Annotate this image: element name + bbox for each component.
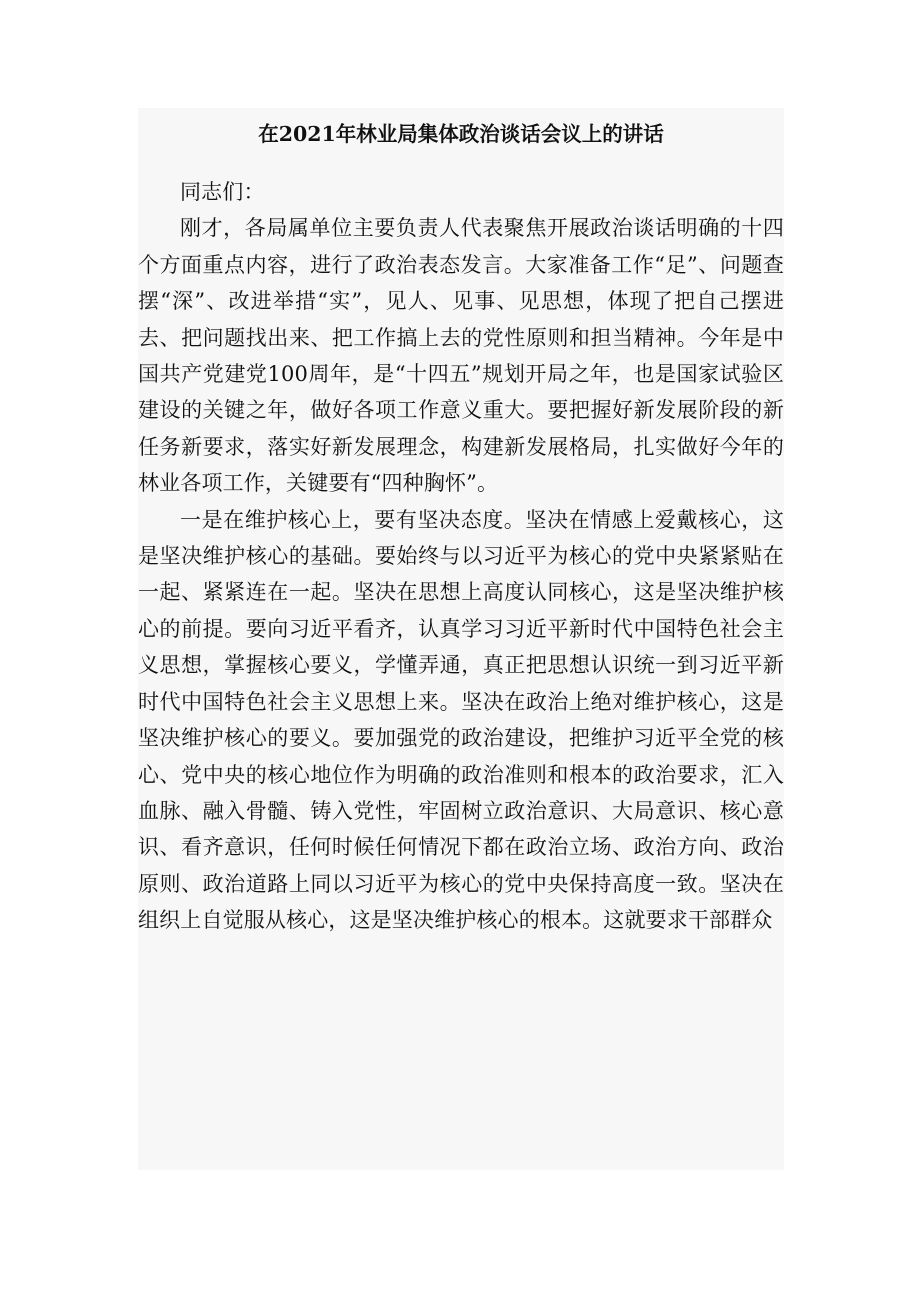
document-title: 在2021年林业局集体政治谈话会议上的讲话 — [258, 122, 664, 146]
paragraph-intro: 刚才，各局属单位主要负责人代表聚焦开展政治谈话明确的十四个方面重点内容，进行了政治表态发言。大家准备工作“足”、问题查摆“深”、改进举措“实”，见人、见事、见思想，体现了把自己摆进去、把问题找出来、把工作搞上去的党性原则和担当精神。今年是中国共产党建党100周年，是“十四五”规划开局之年，也是国家试验区建设的关键之年，做好各项工作意义重大。要把握好新发展阶段的新任务新要求，落实好新发展理念，构建新发展格局，扎实做好今年的林业各项工作，关键要有“四种胸怀”。 — [138, 216, 784, 496]
salutation: 同志们： — [180, 180, 265, 204]
paragraph-point-one: 一是在维护核心上，要有坚决态度。坚决在情感上爱戴核心，这是坚决维护核心的基础。要始终与以习近平为核心的党中央紧紧贴在一起、紧紧连在一起。坚决在思想上高度认同核心，这是坚决维护核心的前提。要向习近平看齐，认真学习习近平新时代中国特色社会主义思想，掌握核心要义，学懂弄通，真正把思想认识统一到习近平新时代中国特色社会主义思想上来。坚决在政治上绝对维护核心，这是坚决维护核心的要义。要加强党的政治建设，把维护习近平全党的核心、党中央的核心地位作为明确的政治准则和根本的政治要求，汇入血脉、融入骨髓、铸入党性，牢固树立政治意识、大局意识、核心意识、看齐意识，任何时候任何情况下都在政治立场、政治方向、政治原则、政治道路上同以习近平为核心的党中央保持高度一致。坚决在组织上自觉服从核心，这是坚决维护核心的根本。这就要求干部群众 — [138, 507, 784, 933]
document-page — [138, 108, 784, 1170]
